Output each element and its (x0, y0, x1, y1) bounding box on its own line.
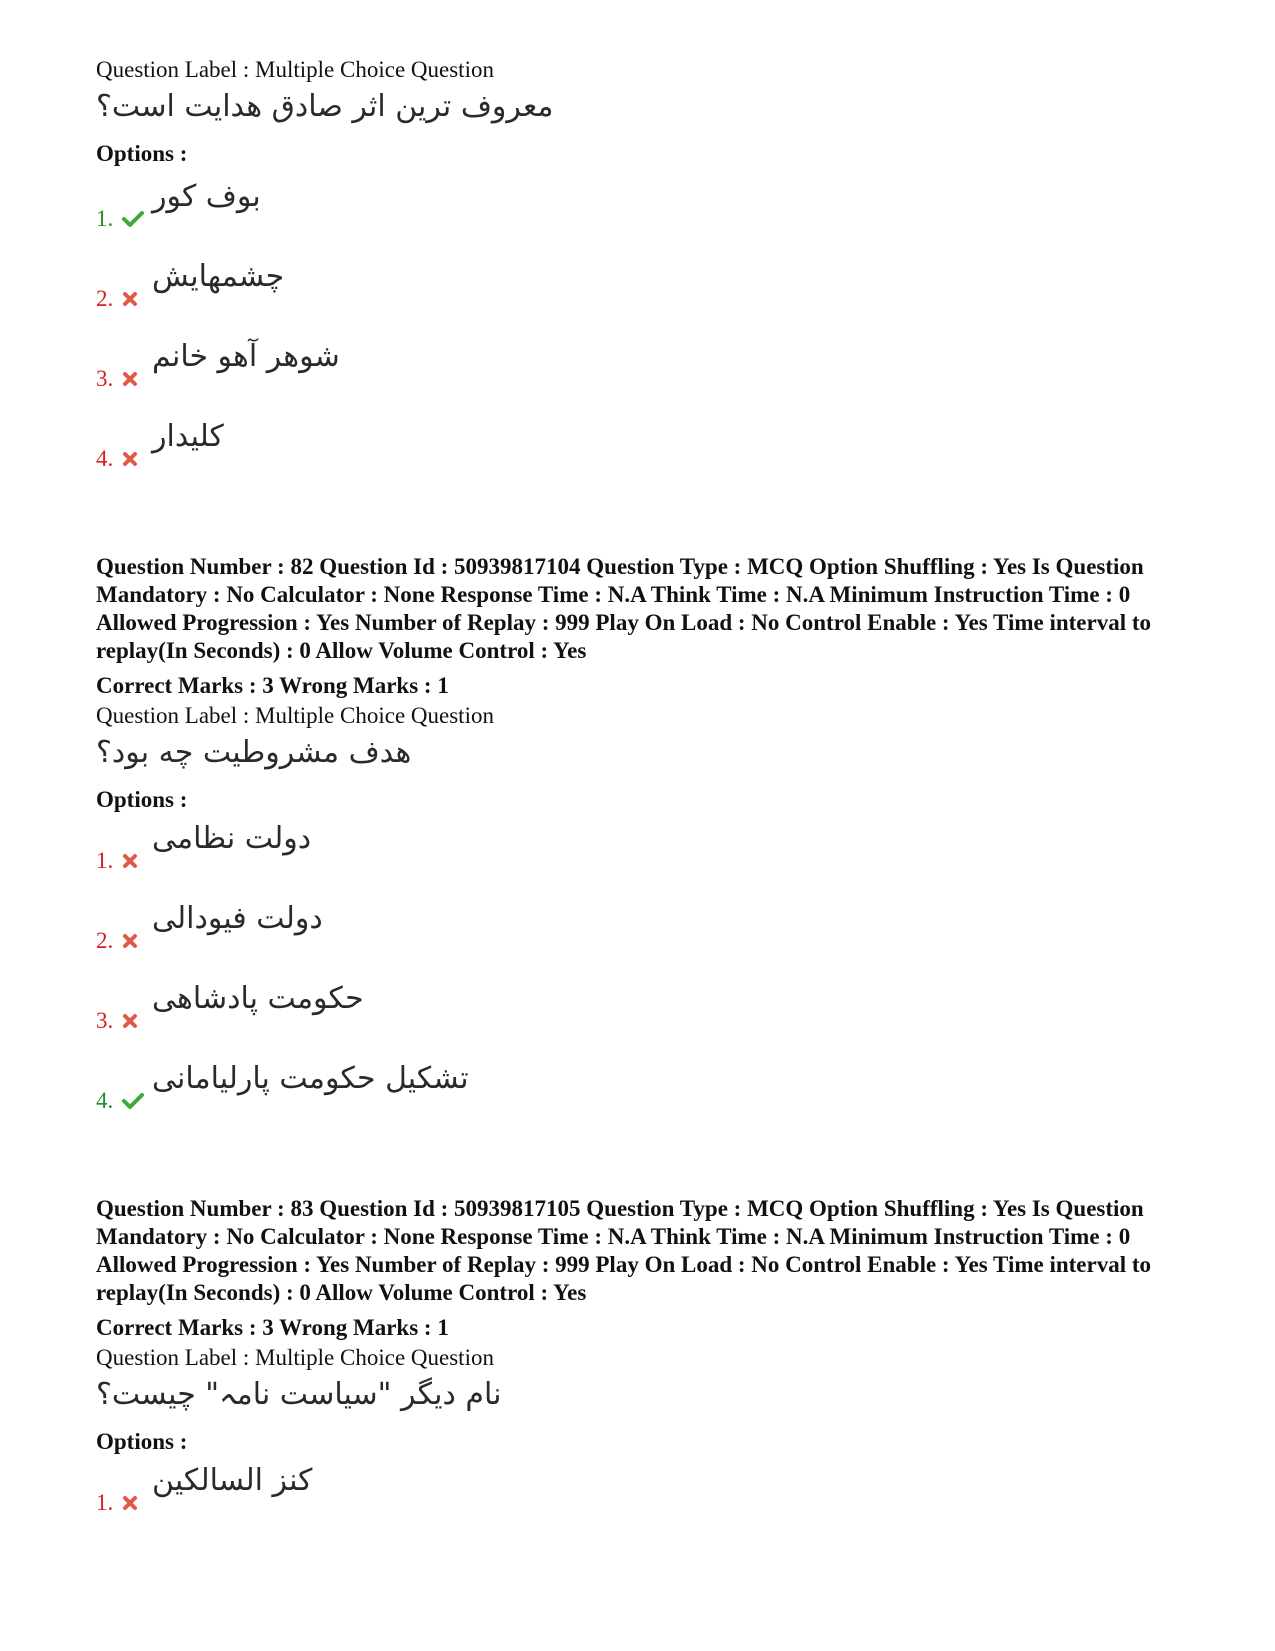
question-block-81 (96, 55, 1196, 471)
question-label: Question Label : Multiple Choice Question (96, 703, 494, 728)
question-meta: Question Number : 83 Question Id : 50939817105 Question Type : MCQ Option Shuffling : Yes Is Question Mandatory : No Calculator : None Response Time : N.A Think Time : N.A Minimum Instruction Time : 0 Allowed Progression : Yes Number of Replay : 999 Play On Load : No Control Enable : Yes Time interval to replay(In Seconds) : 0 Allow Volume Control : Yes (96, 1196, 1152, 1305)
option-number: 4. (96, 446, 114, 471)
marks-line: Correct Marks : 3 Wrong Marks : 1 (96, 1315, 449, 1340)
question-label: Question Label : Multiple Choice Question (96, 57, 494, 82)
cross-icon (122, 1009, 148, 1033)
option-number: 2. (96, 928, 114, 953)
question-text: معروف ترین اثر صادق هدایت است؟ (96, 89, 554, 124)
option-item (96, 873, 1196, 953)
options-heading: Options : (96, 1429, 188, 1454)
option-text: کنز السالکین (152, 1463, 313, 1498)
option-item (96, 1033, 1196, 1113)
options-list (96, 151, 1196, 471)
option-text: بوف کور (152, 179, 261, 214)
question-meta: Question Number : 82 Question Id : 50939817104 Question Type : MCQ Option Shuffling : Yes Is Question Mandatory : No Calculator : None Response Time : N.A Think Time : N.A Minimum Instruction Time : 0 Allowed Progression : Yes Number of Replay : 999 Play On Load : No Control Enable : Yes Time interval to replay(In Seconds) : 0 Allow Volume Control : Yes (96, 554, 1152, 663)
option-number: 3. (96, 1008, 114, 1033)
question-block-83 (96, 1195, 1196, 1515)
option-item (96, 953, 1196, 1033)
options-heading: Options : (96, 141, 188, 166)
option-item (96, 311, 1196, 391)
check-icon (122, 1089, 148, 1113)
option-number: 3. (96, 366, 114, 391)
options-list (96, 793, 1196, 1113)
question-text: هدف مشروطیت چه بود؟ (96, 735, 412, 770)
option-item (96, 793, 1196, 873)
question-block-82 (96, 553, 1196, 1113)
option-number: 1. (96, 848, 114, 873)
cross-icon (122, 447, 148, 471)
check-icon (122, 207, 148, 231)
option-text: کلیدار (152, 419, 224, 454)
option-item (96, 1435, 1196, 1515)
option-item (96, 391, 1196, 471)
option-number: 1. (96, 1490, 114, 1515)
option-text: دولت نظامی (152, 821, 312, 856)
cross-icon (122, 367, 148, 391)
question-label: Question Label : Multiple Choice Question (96, 1345, 494, 1370)
question-paper (96, 55, 1196, 1515)
option-text: حکومت پادشاهی (152, 981, 364, 1016)
question-text: نام دیگر "سیاست نامہ" چیست؟ (96, 1377, 502, 1412)
option-text: تشکیل حکومت پارلیامانی (152, 1061, 469, 1096)
option-text: شوهر آهو خانم (152, 339, 340, 374)
options-list (96, 1435, 1196, 1515)
cross-icon (122, 929, 148, 953)
cross-icon (122, 287, 148, 311)
option-text: چشمهایش (152, 259, 285, 294)
option-item (96, 231, 1196, 311)
option-number: 2. (96, 286, 114, 311)
cross-icon (122, 849, 148, 873)
option-text: دولت فیودالی (152, 901, 323, 936)
option-number: 4. (96, 1088, 114, 1113)
marks-line: Correct Marks : 3 Wrong Marks : 1 (96, 673, 449, 698)
option-number: 1. (96, 206, 114, 231)
options-heading: Options : (96, 787, 188, 812)
cross-icon (122, 1491, 148, 1515)
option-item (96, 151, 1196, 231)
